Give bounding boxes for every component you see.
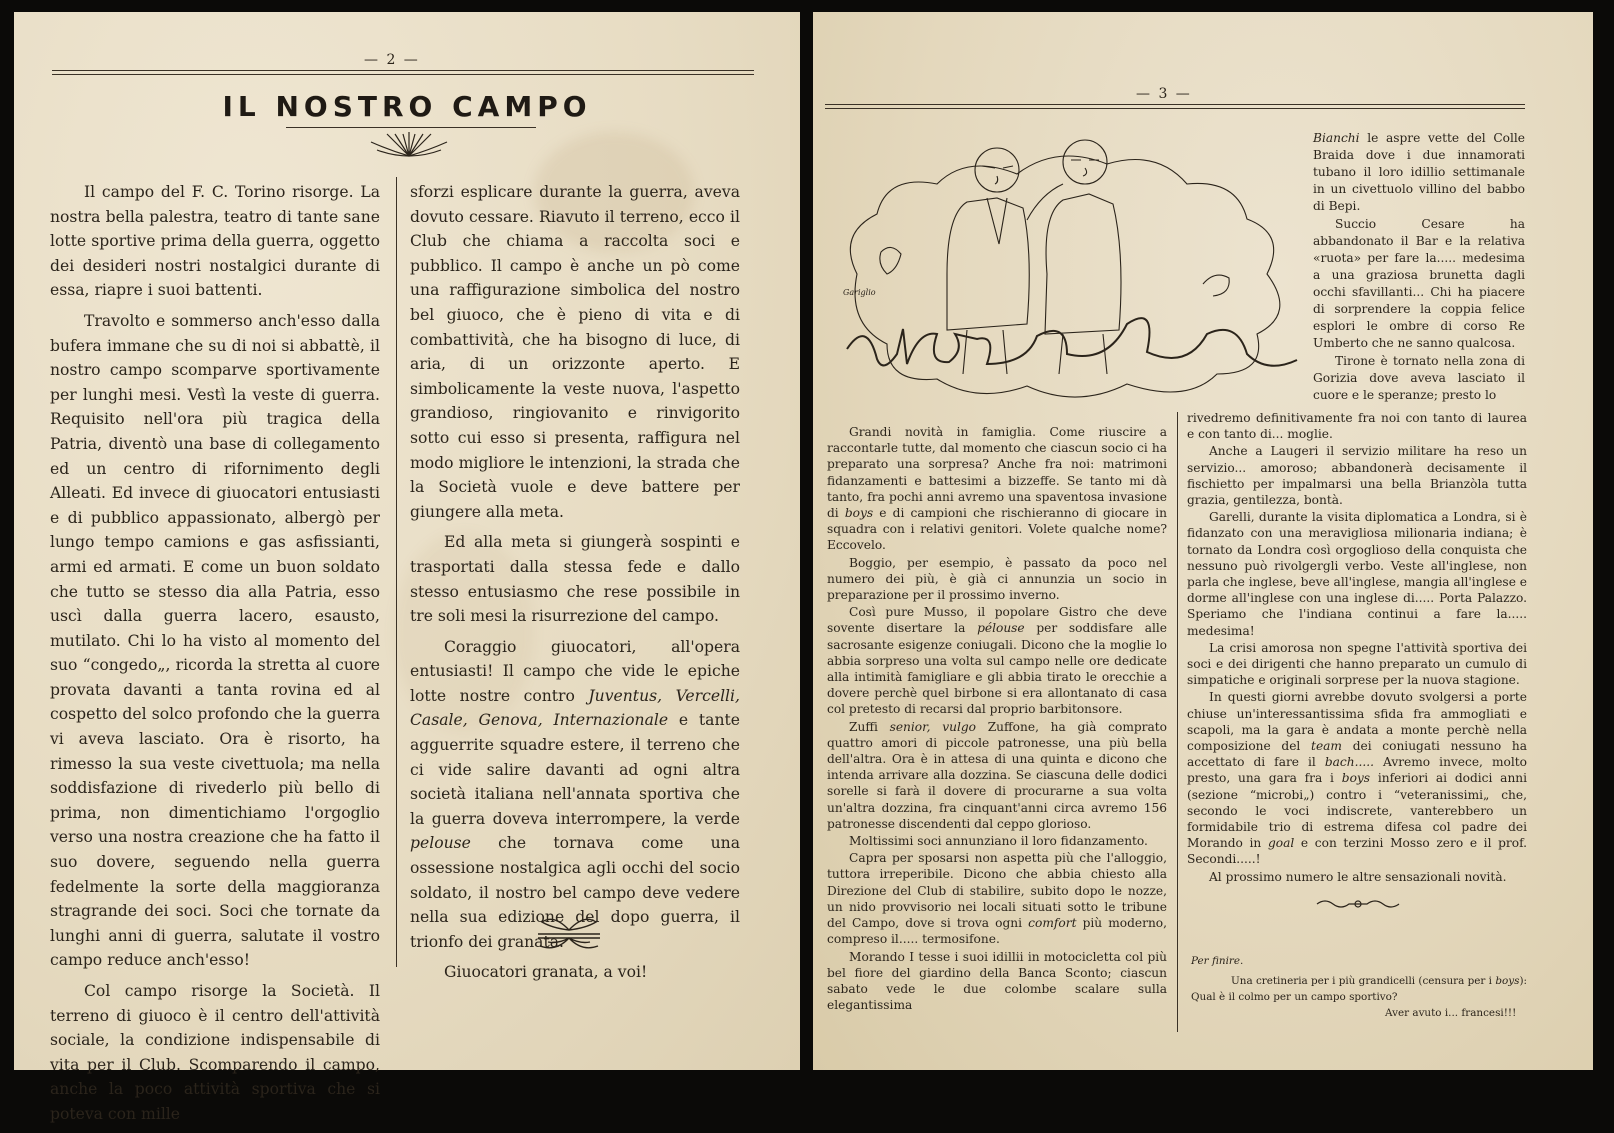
paragraph: Al prossimo numero le altre sensazionali novità.	[1209, 869, 1507, 884]
italic-word: boys	[1495, 975, 1520, 987]
paragraph	[827, 850, 1167, 947]
paragraph	[827, 719, 1167, 832]
footer-riddle-line	[1231, 974, 1527, 989]
column-divider	[396, 177, 397, 967]
text-run: In questi giorni avrebbe dovuto svolgersi a porte chiuse un'interessantissima sfida fra ammogliati e scapoli, ma la gara è andata a monte perchè nella composizione del	[1187, 690, 1527, 754]
text-run: ):	[1519, 975, 1527, 987]
paragraph: La crisi amorosa non spegne l'attività sportiva dei soci e dei dirigenti che hanno preparato un cumulo di simpatiche e originali sorprese per la nuova stagione.	[1187, 640, 1527, 688]
italic-word: pélouse	[977, 621, 1025, 636]
text-run: e di campioni che rischieranno di giocare in squadra con i relativi genitori. Volete qualche nome? Eccovelo.	[827, 506, 1168, 553]
page-number: — 3 —	[1136, 86, 1192, 102]
footer-riddle-question: Qual è il colmo per un campo sportivo?	[1191, 991, 1398, 1003]
text-run: e con terzini Mosso zero e il prof. Secondi.....!	[1187, 836, 1528, 867]
text-run: Coraggio giuocatori, all'opera entusiasti! Il campo che vide le epiche lotte nostre contro	[410, 637, 740, 705]
paragraph: Anche a Laugeri il servizio militare ha reso un servizio... amoroso; abbandonerà decisamente il fischietto per impalmarsi una bella Brianzòla tutta grazia, gentilezza, bontà.	[1187, 444, 1527, 508]
title-ornament-icon	[367, 130, 451, 160]
article-column-2	[1187, 410, 1527, 886]
text-run: Avremo invece, molto presto, una gara fra i	[1187, 755, 1527, 786]
text-run: che tornava come una ossessione nostalgica agli occhi del socio soldato, il nostro bel campo deve vedere nella sua edizione del dopo guerra, il trionfo dei granata.	[410, 834, 740, 951]
paragraph: Col campo risorge la Società. Il terreno di giuoco è il centro dell'attività sociale, la condizione indispensabile di vita per il Club. Scomparendo il campo, anche la poco attività sportiva che si poteva con mille	[50, 982, 380, 1123]
divider-ornament-icon	[1313, 896, 1403, 912]
paragraph: Garelli, durante la visita diplomatica a Londra, si è fidanzato con una meravigliosa milionaria indiana; è tornato da Londra così orgoglioso della conquista che nessuno può rivolgergli verbo. Veste all'inglese, non parla che inglese, beve all'inglese, mangia all'inglese e dorme all'inglese con una inglese di..... Porta Palazzo. Speriamo che l'indiana continui a fare la..... medesima!	[1187, 510, 1527, 638]
italic-word: pelouse	[410, 834, 471, 853]
article-column-2-top	[1313, 130, 1525, 405]
right-page	[813, 12, 1593, 1070]
paragraph: Giuocatori granata, a voi!	[444, 963, 648, 982]
paragraph: Travolto e sommerso anch'esso dalla bufera immane che su di noi si abbattè, il nostro campo scomparve sportivamente per lunghi mesi. Vestì la veste di guerra. Requisito nell'ora più tragica della Patria, diventò una base di collegamento ed un centro di rifornimento degli Alleati. Ed invece di giuocatori entusiasti e di pubblico appassionato, albergò per lungo tempo camions e gas asfissianti, armi ed armati. E come un buon soldato che tutto se stesso dia alla Patria, esso uscì dalla guerra lacero, esausto, mutilato. Chi lo ha visto al momento del suo “congedo„, ricorda la stretta al cuore provata davanti a tanta rovina ed al cospetto del solco profondo che la guerra vi aveva lasciato. Ora è risorto, ha rimesso la sua veste civettuola; ma nella soddisfazione di rivederlo più bello di prima, non dimentichiamo l'orgoglio verso una nostra creazione che ha fatto il suo dovere, seguendo nella guerra fedelmente la sorte della maggioranza stragrande dei soci. Soci che tornate da lunghi anni di guerra, salutate il vostro campo reduce anch'esso!	[50, 311, 380, 970]
text-run: Grandi novità in famiglia. Come riuscire a raccontarle tutte, dal momento che ciascun socio ci ha preparato una sorpresa? Anche fra noi: matrimoni fidanzamenti e battesimi a bizzeffe. Se tanto mi dà tanto, fra pochi anni avremo una spaventosa invasione di	[827, 425, 1167, 521]
article-column-2	[410, 180, 740, 991]
italic-word: senior, vulgo	[889, 719, 976, 734]
illustrator-signature: Gariglio	[843, 288, 876, 297]
header-rule	[825, 108, 1525, 109]
paragraph: Boggio, per esempio, è passato da poco nel numero dei più, è già ci annunzia un socio in preparazione per il prossimo inverno.	[827, 555, 1167, 603]
text-run: per soddisfare alle sacrosante esigenze coniugali. Dicono che la moglie lo abbia sorpreso una volta sul campo nelle ore dedicate alla intimità famigliare e gli abbia tirato le orecchie a dovere perchè quel birbone si era allontanato di casa col pretesto di recarsi dal proprio barbitonsore.	[827, 621, 1167, 717]
text-run: dei coniugati nessuno ha accettato di fare il	[1187, 739, 1528, 770]
text-run: inferiori ai dodici anni (sezione “microbi„) contro i “veteranissimi„ che, secondo le voci indiscrete, vanterebbero un formidabile trio di estrema difesa col padre dei Morando in	[1187, 771, 1528, 851]
illustration-title	[943, 322, 991, 333]
paragraph	[410, 635, 740, 955]
text-run: Zuffone, ha già comprato quattro amori di piccole patronesse, una più bella dell'altra. Ora è in attesa di una quinta e dicono che intenda arrivare alla dozzina. Se ciascuna delle dodici sorelle si farà il dovere di procurarne a sua volta un'altra dozzina, fra cinquant'anni circa avremo 156 patronesse discendenti dal ceppo glorioso.	[827, 719, 1168, 831]
text-run: e tante agguerrite squadre estere, il terreno che ci vide salire davanti ad ogni altra società italiana nell'annata sportiva che la guerra doveva interrompere, la verde	[410, 711, 740, 828]
paragraph: Morando I tesse i suoi idillii in motocicletta col più bel fiore del giardino della Banca Sconto; ciascun sabato vede le due colombe scalare sulla elegantissima	[827, 949, 1167, 1013]
paragraph	[827, 424, 1167, 554]
italic-word: comfort	[1028, 916, 1077, 931]
italic-word: bach.....	[1324, 755, 1374, 770]
paragraph	[1187, 689, 1527, 867]
italic-word: Bianchi	[1313, 131, 1360, 145]
italic-word: boys	[844, 506, 874, 521]
page-number: — 2 —	[364, 52, 420, 68]
paragraph	[1313, 130, 1525, 215]
paragraph: Il campo del F. C. Torino risorge. La nostra bella palestra, teatro di tante sane lotte sportive prima della guerra, oggetto dei desideri nostri nostalgici durante di essa, riapre i suoi battenti.	[50, 183, 380, 300]
text-run: le aspre vette del Colle Braida dove i due innamorati tubano il loro idillio settimanale in un civettuolo villino del babbo di Bepi.	[1313, 131, 1526, 213]
end-ornament-icon	[534, 912, 604, 952]
column-divider	[1177, 412, 1178, 1032]
footer-heading: Per finire.	[1191, 955, 1244, 967]
paragraph: rivedremo definitivamente fra noi con tanto di laurea e con tanto di... moglie.	[1187, 411, 1527, 442]
article-column-1	[827, 424, 1167, 1014]
italic-word: boys	[1341, 771, 1371, 786]
header-rule	[52, 74, 754, 75]
article-column-1	[50, 180, 380, 1133]
text-run: Così pure Musso, il popolare Gistro che deve sovente disertare la	[827, 605, 1167, 636]
text-run: più moderno, compreso il..... termosifone.	[827, 916, 1168, 947]
title-underline	[286, 127, 536, 128]
paragraph: Moltissimi soci annunziano il loro fidanzamento.	[849, 834, 1148, 849]
italic-word: goal	[1267, 836, 1295, 851]
page-title: IL NOSTRO CAMPO	[222, 90, 592, 123]
paragraph: sforzi esplicare durante la guerra, aveva dovuto cessare. Riavuto il terreno, ecco il Club che chiama a raccolta soci e pubblico. Il campo è anche un pò come una raffigurazione simbolica del nostro bel giuoco, che è pieno di vita e di combattività, che ha bisogno di luce, di aria, di un orizzonte aperto. E simbolicamente la veste nuova, l'aspetto grandioso, ringiovanito e rinvigorito sotto cui esso si presenta, raffigura nel modo migliore le intenzioni, la strada che la Società vuole e deve battere per giungere alla meta.	[410, 183, 740, 521]
text-run: Zuffi	[849, 719, 878, 734]
header-rule	[825, 104, 1525, 105]
header-rule	[52, 70, 754, 71]
italic-word: team	[1311, 739, 1342, 754]
footer-riddle-answer: Aver avuto i... francesi!!!	[1385, 1007, 1517, 1019]
text-run: Capra per sposarsi non aspetta più che l'alloggio, tuttora irreperibile. Dicono che abbia chiesto alla Direzione del Club di stabilire, subito dopo le nozze, un nido provvisorio nei locali situati sotto le tribune del Campo, dove si trova ogni	[827, 851, 1167, 931]
paragraph	[827, 604, 1167, 717]
team-names: Juventus, Vercelli, Casale, Genova, Internazionale	[410, 686, 740, 730]
inter-nos-illustration	[827, 124, 1297, 406]
paragraph: Succio Cesare ha abbandonato il Bar e la relativa «ruota» per fare la..... medesima a una graziosa brunetta dagli occhi sfavillanti... Chi ha piacere di sorprendere la coppia felice esplori le ombre di corso Re Umberto che ne sanno qualcosa.	[1313, 217, 1525, 350]
text-run: Una cretineria per i più grandicelli (censura per i	[1231, 975, 1492, 987]
paragraph: Ed alla meta si giungerà sospinti e trasportati dalla stessa fede e dallo stesso entusiasmo che rese possibile in tre soli mesi la risurrezione del campo.	[410, 533, 740, 626]
paragraph: Tirone è tornato nella zona di Gorizia dove aveva lasciato il cuore e le speranze; presto lo	[1313, 354, 1525, 402]
left-page	[14, 12, 800, 1123]
